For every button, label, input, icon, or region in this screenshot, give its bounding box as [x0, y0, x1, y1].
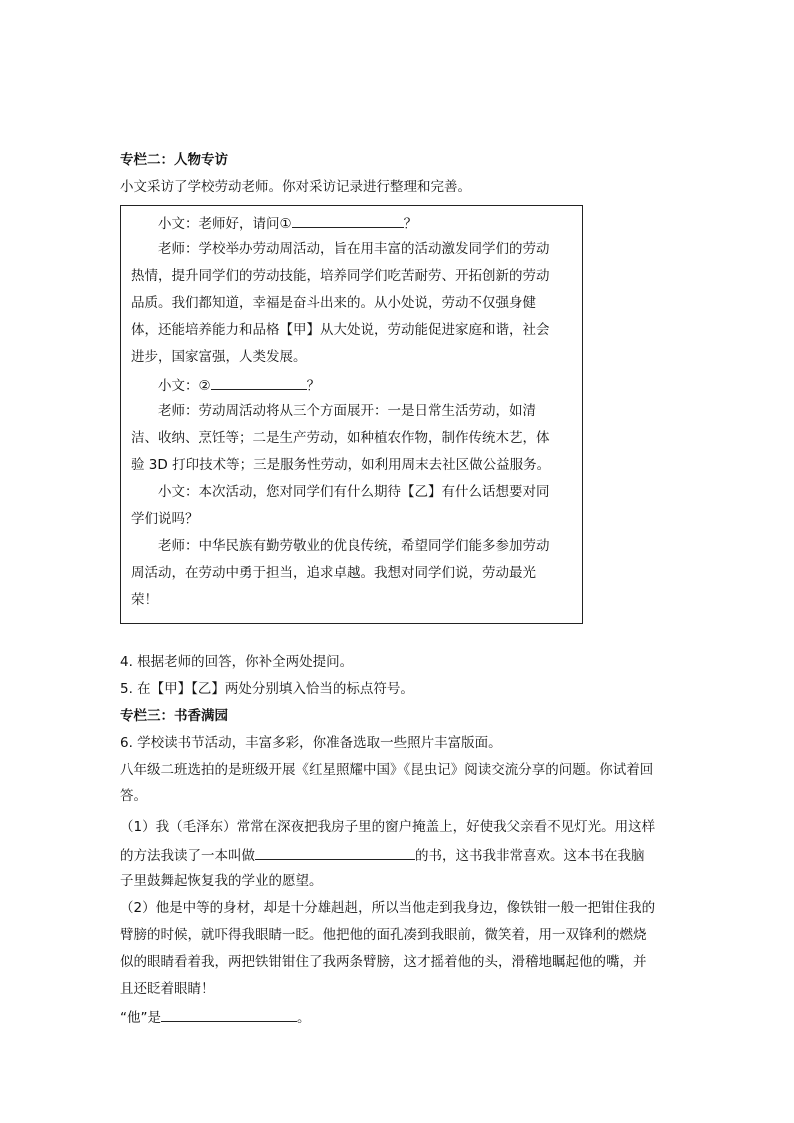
passage1-suffix: 的书，这书我非常喜欢。这本书在我脑 — [415, 848, 645, 864]
interview-a3-line: 荣！ — [131, 592, 158, 608]
section3-intro-line: 八年级二班选拍的是班级开展《红星照耀中国》《昆虫记》阅读交流分享的问题。你试着回 — [120, 762, 654, 778]
passage1-line: （1）我（毛泽东）常常在深夜把我房子里的窗户掩盖上，好使我父亲看不见灯光。用这样 — [120, 819, 656, 835]
interview-a1-line: 热情，提升同学们的劳动技能，培养同学们吃苦耐劳、开拓创新的劳动 — [131, 268, 550, 284]
q2-prefix: 小文：② — [158, 378, 211, 394]
question-6: 6. 学校读书节活动，丰富多彩，你准备选取一些照片丰富版面。 — [120, 735, 502, 751]
interview-a3-line: 周活动，在劳动中勇于担当，追求卓越。我想对同学们说，劳动最光 — [131, 565, 536, 581]
passage2-line: 似的眼睛看着我，两把铁钳钳住了我两条臂膀，这才摇着他的头，滑稽地瞩起他的嘴，并 — [120, 954, 647, 970]
q2-answer-blank[interactable] — [211, 374, 307, 390]
passage2-line: 且还眨着眼睛！ — [120, 981, 215, 997]
section2-heading: 专栏二：人物专访 — [120, 152, 228, 168]
interview-q3-line: 小文：本次活动，您对同学们有什么期待【乙】有什么话想要对同 — [158, 484, 550, 500]
character-name-blank[interactable] — [161, 1006, 297, 1022]
section2-intro: 小文采访了学校劳动老师。你对采访记录进行整理和完善。 — [120, 179, 471, 195]
interview-a3-line: 老师：中华民族有勤劳敬业的优良传统，希望同学们能多参加劳动 — [158, 538, 550, 554]
interview-a1-line: 体，还能培养能力和品格【甲】从大处说，劳动能促进家庭和谐，社会 — [131, 322, 550, 338]
q2-suffix: ？ — [306, 378, 321, 394]
interview-a2-line: 验 3D 打印技术等；三是服务性劳动，如利用周末去社区做公益服务。 — [131, 457, 551, 473]
interview-a1-line: 品质。我们都知道，幸福是奋斗出来的。从小处说，劳动不仅强身健 — [131, 295, 536, 311]
interview-a2-line: 洁、收纳、烹饪等；二是生产劳动，如种植农作物，制作传统木艺，体 — [131, 430, 550, 446]
book-title-blank[interactable] — [255, 844, 415, 860]
passage1-line-with-blank — [120, 844, 645, 866]
answer-suffix: 。 — [297, 1010, 311, 1026]
q1-prefix: 小文：老师好，请问① — [158, 216, 292, 232]
answer-line — [120, 1006, 311, 1028]
section3-heading: 专栏三：书香满园 — [120, 708, 228, 724]
q1-suffix: ？ — [403, 216, 418, 232]
passage2-line: 臂膀的时候，就吓得我眼睛一眨。他把他的面孔凑到我眼前，微笑着，用一双锋利的燃烧 — [120, 927, 647, 943]
interview-a2-line: 老师：劳动周活动将从三个方面展开：一是日常生活劳动，如清 — [158, 403, 536, 419]
interview-q1 — [158, 212, 417, 234]
interview-q3-line: 学们说吗？ — [131, 511, 199, 527]
question-5: 5. 在【甲】【乙】两处分别填入恰当的标点符号。 — [120, 681, 414, 697]
question-4: 4. 根据老师的回答，你补全两处提问。 — [120, 654, 354, 670]
section3-intro-line: 答。 — [120, 788, 147, 804]
interview-a1-line: 老师：学校举办劳动周活动，旨在用丰富的活动激发同学们的劳动 — [158, 241, 550, 257]
passage1-prefix: 的方法我读了一本叫做 — [120, 848, 255, 864]
answer-prefix: “他”是 — [120, 1010, 161, 1026]
passage1-line: 子里鼓舞起恢复我的学业的愿望。 — [120, 873, 323, 889]
passage2-line: （2）他是中等的身材，却是十分雄赳赳，所以当他走到我身边，像铁钳一般一把钳住我的 — [120, 900, 656, 916]
q1-answer-blank[interactable] — [292, 212, 404, 228]
interview-a1-line: 进步，国家富强，人类发展。 — [131, 349, 307, 365]
interview-q2 — [158, 374, 320, 396]
